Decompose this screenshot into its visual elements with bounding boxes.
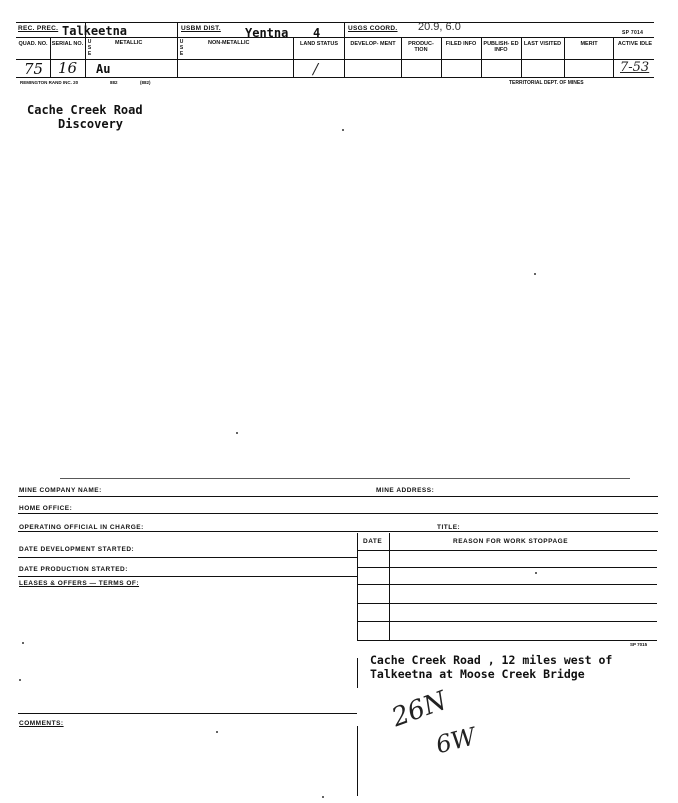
location-note-line2: Talkeetna at Moose Creek Bridge: [370, 667, 585, 681]
col-land-status: LAND STATUS: [300, 41, 338, 47]
home-office-label: HOME OFFICE:: [19, 505, 73, 512]
printer-imprint: REMINGTON RAND INC. 20: [20, 80, 79, 85]
col-merit: MERIT: [580, 41, 598, 47]
form-number: SP 7014: [622, 30, 644, 36]
code-b: (882): [140, 80, 151, 85]
leases-label: LEASES & OFFERS — TERMS OF:: [19, 580, 140, 587]
form-number-b: SP 7015: [630, 642, 648, 647]
col-production: PRODUC- TION: [408, 41, 434, 53]
col-filed-info: FILED INFO: [445, 41, 477, 47]
code-a: 882: [110, 80, 118, 85]
col-quad-no: QUAD. NO.: [18, 41, 48, 47]
property-name-line2: Discovery: [58, 117, 124, 131]
property-name-line1: Cache Creek Road: [27, 103, 143, 117]
handwritten-range: 6W: [433, 722, 479, 760]
rec-prec-value: Talkeetna: [62, 24, 128, 38]
reason-label: REASON FOR WORK STOPPAGE: [453, 538, 569, 545]
location-note-line1: Cache Creek Road , 12 miles west of: [370, 653, 613, 667]
col-metallic: METALLIC: [115, 40, 143, 46]
serial-no-value: 16: [58, 59, 78, 77]
metallic-value: Au: [96, 62, 111, 76]
land-status-value: /: [313, 60, 319, 78]
active-idle-value: 7-53: [620, 60, 650, 75]
rec-prec-label: REC. PREC.: [18, 25, 59, 32]
quad-no-value: 75: [24, 60, 44, 78]
mine-company-name-label: MINE COMPANY NAME:: [19, 487, 102, 494]
operating-official-label: OPERATING OFFICIAL IN CHARGE:: [19, 524, 144, 531]
agency-imprint: TERRITORIAL DEPT. OF MINES: [509, 80, 584, 86]
date-development-label: DATE DEVELOPMENT STARTED:: [19, 546, 135, 553]
col-use-nonmetallic: U S E: [179, 39, 184, 57]
usbm-dist-number: 4: [313, 26, 321, 40]
usbm-dist-label: USBM DIST.: [181, 25, 221, 32]
date-production-label: DATE PRODUCTION STARTED:: [19, 566, 128, 573]
title-label: TITLE:: [437, 524, 461, 531]
date-label: DATE: [363, 538, 383, 545]
mine-address-label: MINE ADDRESS:: [376, 487, 435, 494]
comments-label: COMMENTS:: [19, 720, 64, 727]
col-use-metallic: U S E: [87, 39, 92, 57]
col-last-visited: LAST VISITED: [523, 41, 562, 47]
col-development: DEVELOP- MENT: [350, 41, 396, 47]
col-active-idle: ACTIVE IDLE: [617, 41, 653, 47]
col-serial-no: SERIAL NO.: [51, 41, 84, 47]
usgs-coord-label: USGS COORD.: [348, 25, 398, 32]
col-non-metallic: NON-METALLIC: [208, 40, 250, 46]
usgs-coord-value: 20.9, 6.0: [418, 21, 461, 33]
col-published-info: PUBLISH- ED INFO: [483, 41, 519, 53]
usbm-dist-value: Yentna: [245, 26, 289, 40]
handwritten-township: 26N: [388, 685, 451, 734]
